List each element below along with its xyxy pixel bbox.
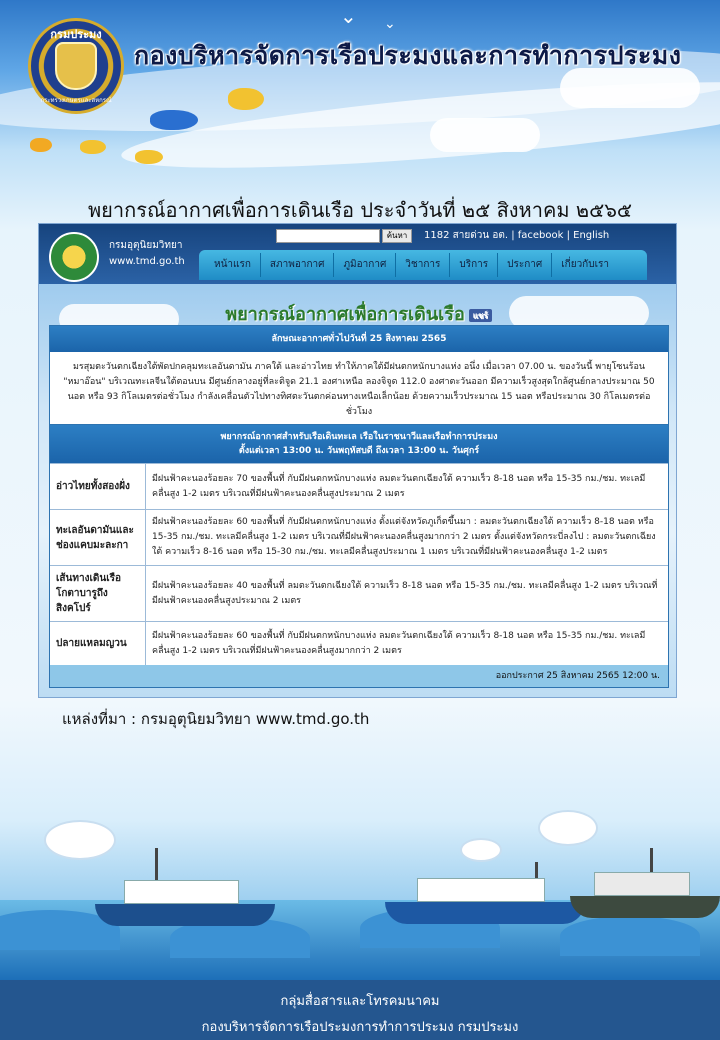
nav-home[interactable]: หน้าแรก	[205, 253, 261, 277]
main-nav	[199, 250, 647, 280]
general-weather-text: มรสุมตะวันตกเฉียงใต้พัดปกคลุมทะเลอันดามัน ภาคใต้ และอ่าวไทย ทำให้ภาคใต้มีฝนตกหนักบางแห่ง อนึ่ง เมื่อเวลา 07.00 น. ของวันนี้ พายุโซนร้อน "หมาอ๊อน" บริเวณทะเลจีนใต้ตอนบน มีศูนย์กลางอยู่ที่ละติจูด 21.1 องศาเหนือ ลองจิจูด 112.0 องศาตะวันออก มีความเร็วสูงสุดใกล้ศูนย์กลางประมาณ 50 นอต หรือ 93 กิโลเมตรต่อชั่วโมง กำลังเคลื่อนตัวไปทางทิศตะวันตกค่อนทางเหนือเล็กน้อย ด้วยความเร็วประมาณ 15 นอต หรือประมาณ 30 กิโลเมตรต่อชั่วโมง	[50, 352, 668, 425]
logo-bottom-text: กระทรวงเกษตรและสหกรณ์	[40, 97, 112, 104]
area-label: ทะเลอันดามันและช่องแคบมะละกา	[50, 510, 146, 565]
page-title: พยากรณ์อากาศเพื่อการเดินเรือ ประจำวันที่ ๒๕ สิงหาคม ๒๕๖๕	[87, 198, 633, 222]
area-label: อ่าวไทยทั้งสองฝั่ง	[50, 464, 146, 509]
boat-hull	[95, 904, 275, 926]
table-row	[50, 565, 668, 621]
nav-academic[interactable]: วิชาการ	[396, 253, 450, 277]
footer-credit-division: กองบริหารจัดการเรือประมงการทำการประมง กรมประมง	[201, 1020, 519, 1035]
cloud-decoration	[460, 838, 502, 862]
boat-hull	[385, 902, 585, 924]
marine-forecast-header-line1: พยากรณ์อากาศสำหรับเรือเดินทะเล เรือในราชนาวีและเรือทำการประมง	[220, 432, 498, 442]
area-forecast: มีฝนฟ้าคะนองร้อยละ 70 ของพื้นที่ กับมีฝนตกหนักบางแห่ง ลมตะวันตกเฉียงใต้ ความเร็ว 8-18 นอต หรือ 15-35 กม./ชม. ทะเลมีคลื่นสูง 1-2 เมตร บริเวณที่มีฝนฟ้าคะนองคลื่นสูงประมาณ 2 เมตร	[152, 473, 646, 499]
fisheries-patrol-boat	[385, 862, 585, 924]
forecast-table	[49, 325, 669, 688]
nav-weather[interactable]: สภาพอากาศ	[261, 253, 335, 277]
area-label: ปลายแหลมญวน	[50, 622, 146, 665]
tmd-name-thai: กรมอุตุนิยมวิทยา	[109, 240, 183, 251]
tmd-logo	[49, 232, 99, 282]
marine-forecast-period: ตั้งแต่เวลา 13:00 น. วันพฤหัสบดี ถึงเวลา 13:00 น. วันศุกร์	[238, 446, 480, 456]
fish-icon	[150, 110, 198, 130]
general-weather-header: ลักษณะอากาศทั่วไปวันที่ 25 สิงหาคม 2565	[50, 326, 668, 352]
forecast-title-text: พยากรณ์อากาศเพื่อการเดินเรือ	[225, 304, 465, 325]
boat-cabin	[594, 872, 690, 896]
area-label: เส้นทางเดินเรือโกตาบารูถึงสิงคโปร์	[50, 566, 146, 621]
fishing-vessel	[570, 848, 720, 918]
area-forecast: มีฝนฟ้าคะนองร้อยละ 60 ของพื้นที่ กับมีฝนตกหนักบางแห่ง ลมตะวันตกเฉียงใต้ ความเร็ว 8-18 นอต หรือ 15-35 กม./ชม. ทะเลมีคลื่นสูง 1-2 เมตร บริเวณที่มีฝนฟ้าคะนองคลื่นสูงมากกว่า 2 เมตร	[152, 630, 646, 656]
cloud-decoration	[538, 810, 598, 846]
cloud-decoration	[430, 118, 540, 152]
nav-services[interactable]: บริการ	[450, 253, 498, 277]
seagull-icon: ⌄	[340, 4, 357, 28]
tmd-forecast-screenshot	[38, 223, 677, 698]
issued-timestamp: ออกประกาศ 25 สิงหาคม 2565 12:00 น.	[50, 665, 668, 687]
boat-hull	[570, 896, 720, 918]
table-row	[50, 621, 668, 665]
fish-icon	[228, 88, 264, 110]
tmd-site-name	[109, 238, 185, 270]
footer-credit-unit: กลุ่มสื่อสารและโทรคมนาคม	[280, 994, 440, 1009]
area-forecast: มีฝนฟ้าคะนองร้อยละ 60 ของพื้นที่ กับมีฝนตกหนักบางแห่ง ตั้งแต่จังหวัดภูเก็ตขึ้นมา : ลมตะวันตกเฉียงใต้ ความเร็ว 8-18 นอต หรือ 15-35 กม./ชม. ทะเลมีคลื่นสูง 1-2 เมตร บริเวณที่มีฝนฟ้าคะนองคลื่นสูงมากกว่า 2 เมตร ตั้งแต่จังหวัดกระบี่ลงไป : ลมตะวันตกเฉียงใต้ ความเร็ว 8-16 นอต หรือ 15-30 กม./ชม. ทะเลมีคลื่นสูงประมาณ 1 เมตร บริเวณที่มีฝนฟ้าคะนองคลื่นสูง 1-2 เมตร	[152, 517, 656, 557]
table-row	[50, 509, 668, 565]
nav-climate[interactable]: ภูมิอากาศ	[334, 253, 396, 277]
nav-announcements[interactable]: ประกาศ	[498, 253, 552, 277]
organization-title: กองบริหารจัดการเรือประมงและการทำการประมง	[134, 41, 682, 70]
marine-forecast-header	[50, 425, 668, 463]
department-of-fisheries-logo	[28, 18, 124, 114]
top-links[interactable]: 1182 สายด่วน อต. | facebook | English	[424, 230, 610, 241]
page-header	[0, 0, 720, 175]
facebook-share-button[interactable]: แชร์	[469, 309, 492, 322]
fisheries-patrol-boat	[95, 848, 275, 926]
search-button[interactable]: ค้นหา	[382, 229, 412, 243]
fish-icon	[30, 138, 52, 152]
emblem-icon	[55, 42, 97, 90]
forecast-title	[39, 299, 677, 328]
fish-icon	[80, 140, 106, 154]
tmd-url: www.tmd.go.th	[109, 256, 185, 267]
seagull-icon: ⌄	[384, 16, 396, 32]
table-row	[50, 463, 668, 509]
nav-about[interactable]: เกี่ยวกับเรา	[561, 259, 609, 270]
fish-icon	[135, 150, 163, 164]
logo-top-text: กรมประมง	[50, 28, 102, 41]
area-forecast: มีฝนฟ้าคะนองร้อยละ 40 ของพื้นที่ ลมตะวันตกเฉียงใต้ ความเร็ว 8-18 นอต หรือ 15-35 กม./ชม. ทะเลมีคลื่นสูง 1-2 เมตร บริเวณที่มีฝนฟ้าคะนองคลื่นสูงประมาณ 2 เมตร	[152, 580, 658, 606]
boat-cabin	[417, 878, 545, 902]
boat-cabin	[124, 880, 239, 904]
search-input[interactable]	[276, 229, 380, 243]
source-credit: แหล่งที่มา : กรมอุตุนิยมวิทยา www.tmd.go.th	[62, 710, 370, 728]
tmd-site-header	[39, 224, 677, 284]
